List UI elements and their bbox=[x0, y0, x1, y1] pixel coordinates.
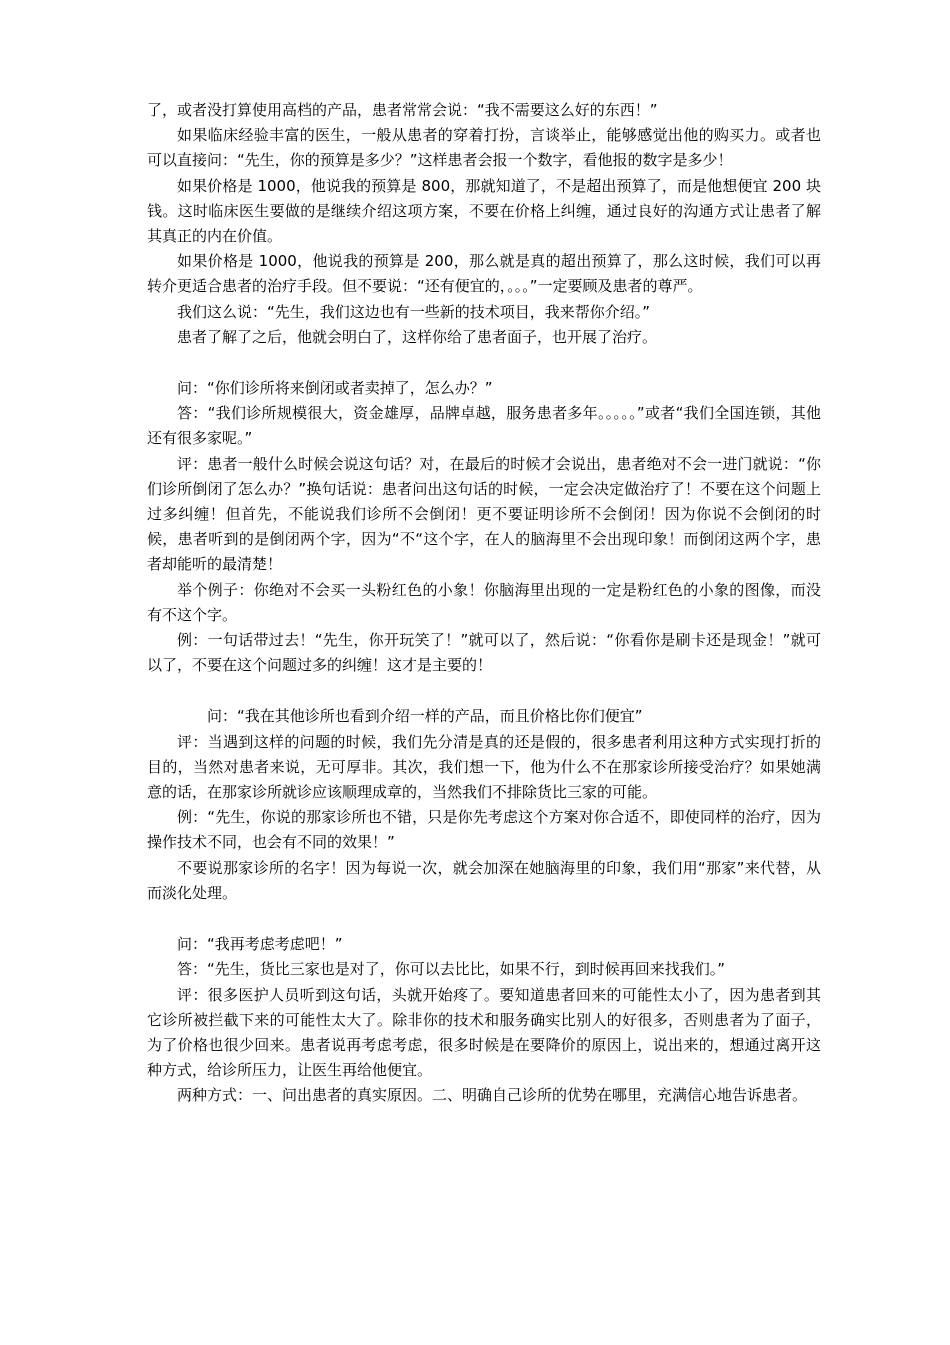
paragraph: 患者了解了之后，他就会明白了，这样你给了患者面子，也开展了治疗。 bbox=[177, 327, 658, 346]
paragraph: 如果临床经验丰富的医生，一般从患者的穿着打扮，言谈举止，能够感觉出他的购买力。或者也可以直接问：“先生，你的预算是多少？”这样患者会报一个数字，看他报的数字是多少！ bbox=[147, 126, 821, 170]
section-gap bbox=[147, 678, 821, 704]
paragraph: 不要说那家诊所的名字！因为每说一次，就会加深在她脑海里的印象，我们用“那家”来代替，从而淡化处理。 bbox=[147, 858, 821, 902]
paragraph: 两种方式：一、问出患者的真实原因。二、明确自己诊所的优势在哪里，充满信心地告诉患者。 bbox=[177, 1086, 808, 1105]
answer-paragraph: 答：“我们诊所规模很大，资金雄厚，品牌卓越，服务患者多年。。。。。”或者“我们全国连锁，其他还有很多家呢。” bbox=[147, 404, 821, 448]
answer-paragraph: 答：“先生，货比三家也是对了，你可以去比比，如果不行，到时候再回来找我们。” bbox=[177, 960, 726, 979]
question-paragraph: 问：“我在其他诊所也看到介绍一样的产品，而且价格比你们便宜” bbox=[207, 707, 643, 726]
example-paragraph: 例：一句话带过去！“先生，你开玩笑了！”就可以了，然后说：“你看你是刷卡还是现金！”就可以了，不要在这个问题过多的纠缠！这才是主要的！ bbox=[147, 631, 821, 675]
example-paragraph: 例：“先生，你说的那家诊所也不错，只是你先考虑这个方案对你合适不，即使同样的治疗，因为操作技术不同，也会有不同的效果！” bbox=[147, 808, 821, 852]
comment-paragraph: 评：当遇到这样的问题的时候，我们先分清是真的还是假的，很多患者利用这种方式实现打折的目的，当然对患者来说，无可厚非。其次，我们想一下，他为什么不在那家诊所接受治疗？如果她满意的话，在那家诊所就诊应该顺理成章的，当然我们不排除货比三家的可能。 bbox=[147, 732, 821, 802]
comment-paragraph: 评：很多医护人员听到这句话，头就开始疼了。要知道患者回来的可能性太小了，因为患者到其它诊所被拦截下来的可能性太大了。除非你的技术和服务确实比别人的好很多，否则患者为了面子，为了价格也很少回来。患者说再考虑考虑，很多时候是在要降价的原因上，说出来的，想通过离开这种方式，给诊所压力，让医生再给他便宜。 bbox=[147, 985, 821, 1080]
question-paragraph: 问：“我再考虑考虑吧！” bbox=[177, 935, 343, 954]
paragraph: 了，或者没打算使用高档的产品，患者常常会说：“我不需要这么好的东西！” bbox=[147, 101, 658, 119]
paragraph: 我们这么说：“先生，我们这边也有一些新的技术项目，我来帮你介绍。” bbox=[177, 302, 651, 321]
section-gap bbox=[147, 350, 821, 376]
paragraph: 举个例子：你绝对不会买一头粉红色的小象！你脑海里出现的一定是粉红色的小象的图像，而没有不这个字。 bbox=[147, 580, 821, 624]
paragraph: 如果价格是 1000，他说我的预算是 800，那就知道了，不是超出预算了，而是他想便宜 200 块钱。这时临床医生要做的是继续介绍这项方案，不要在价格上纠缠，通过良好的沟通方式让患者了解其真正的内在价值。 bbox=[147, 176, 821, 246]
section-gap bbox=[147, 906, 821, 932]
paragraph: 如果价格是 1000，他说我的预算是 200，那么就是真的超出预算了，那么这时候，我们可以再转介更适合患者的治疗手段。但不要说：“还有便宜的，。。。”一定要顾及患者的尊严。 bbox=[147, 252, 821, 296]
question-paragraph: 问：“你们诊所将来倒闭或者卖掉了，怎么办？” bbox=[177, 379, 493, 398]
document-body bbox=[147, 98, 821, 1109]
comment-paragraph: 评：患者一般什么时候会说这句话？对，在最后的时候才会说出，患者绝对不会一进门就说：“你们诊所倒闭了怎么办？”换句话说：患者问出这句话的时候，一定会决定做治疗了！不要在这个问题上过多纠缠！但首先，不能说我们诊所不会倒闭！更不要证明诊所不会倒闭！因为你说不会倒闭的时候，患者听到的是倒闭两个字，因为“不“这个字，在人的脑海里不会出现印象！而倒闭这两个字，患者却能听的最清楚！ bbox=[147, 454, 821, 574]
